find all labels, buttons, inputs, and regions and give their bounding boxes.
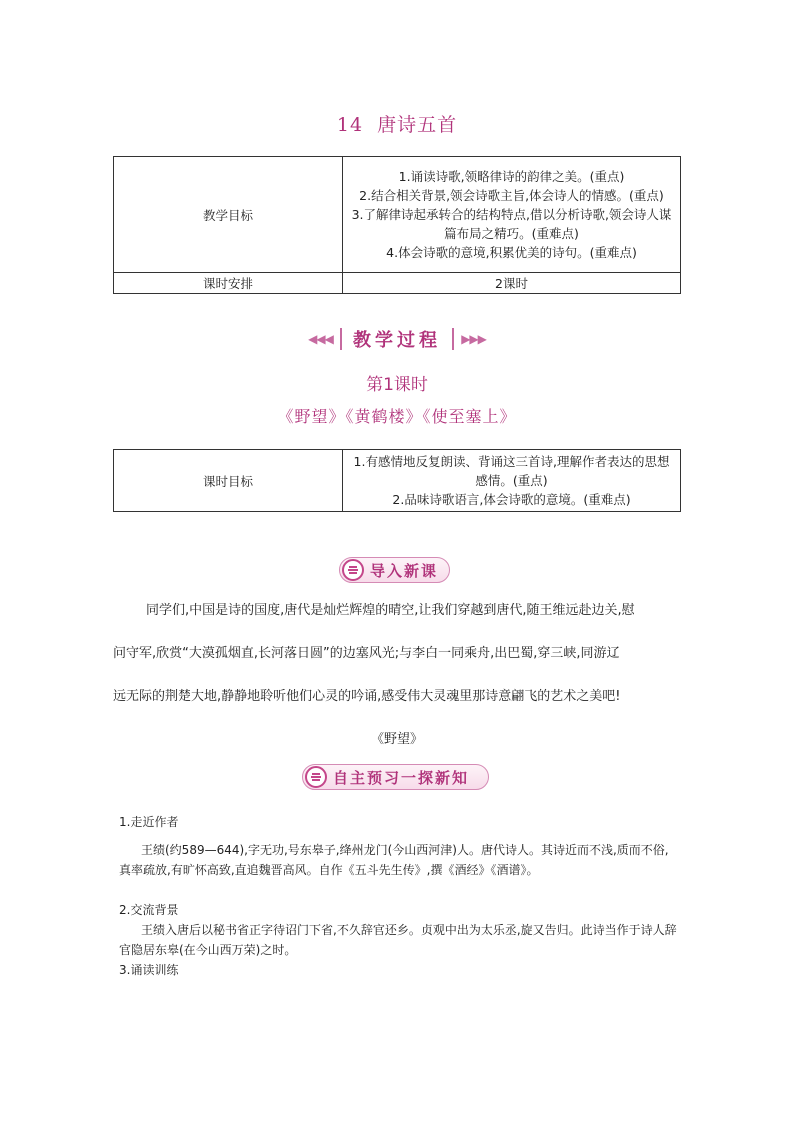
- poem-title: 《野望》: [370, 732, 423, 747]
- background-paragraph: 王绩入唐后以秘书省正字待诏门下省,不久辞官还乡。贞观中出为太乐丞,旋又告归。此诗当作于诗人辞官隐居东皋(在今山西万荣)之时。: [119, 923, 677, 957]
- book-stack-icon: [342, 559, 364, 581]
- goal-item: 2.品味诗歌语言,体会诗歌的意境。(重难点): [392, 492, 631, 507]
- banner-text: 教学过程: [353, 330, 441, 351]
- author-paragraph: 王绩(约589—644),字无功,号东皋子,绛州龙门(今山西河津)人。唐代诗人。其诗近而不浅,质而不俗,真率疏放,有旷怀高致,直追魏晋高风。自作《五斗先生传》,撰《酒经》《酒谱》。: [119, 843, 669, 877]
- teaching-process-banner: [0, 326, 794, 352]
- intro-paragraph-line: 同学们,中国是诗的国度,唐代是灿烂辉煌的晴空,让我们穿越到唐代,随王维远赴边关,慰: [146, 603, 635, 618]
- lesson-title: 唐诗五首: [377, 114, 458, 136]
- goal-item: 3.了解律诗起承转合的结构特点,借以分析诗歌,领会诗人谋篇布局之精巧。(重难点): [351, 207, 672, 241]
- goal-item: 2.结合相关背景,领会诗歌主旨,体会诗人的情感。(重点): [359, 188, 664, 203]
- goal-item: 4.体会诗歌的意境,积累优美的诗句。(重难点): [386, 245, 637, 260]
- schedule-label: 课时安排: [114, 273, 343, 294]
- section-heading: 1.走近作者: [119, 815, 179, 829]
- poem-list: 《野望》《黄鹤楼》《使至塞上》: [277, 407, 517, 426]
- section-heading: 3.诵读训练: [119, 963, 179, 977]
- lesson-goals-content: [343, 450, 681, 512]
- goals-label: 教学目标: [114, 157, 343, 273]
- left-arrows-icon: ◀◀◀: [308, 332, 333, 346]
- lesson-label: 第1课时: [366, 375, 428, 395]
- lesson-number: 14: [336, 114, 364, 136]
- lesson-goals-label: 课时目标: [114, 450, 343, 512]
- intro-section-badge: [339, 557, 450, 583]
- divider: [340, 328, 342, 350]
- book-stack-icon: [305, 766, 327, 788]
- intro-paragraph-line: 问守军,欣赏“大漠孤烟直,长河落日圆”的边塞风光;与李白一同乘舟,出巴蜀,穿三峡,同游辽: [113, 646, 620, 661]
- goals-content: [343, 157, 681, 273]
- teaching-goals-table: [113, 156, 681, 294]
- intro-paragraph-line: 远无际的荆楚大地,静静地聆听他们心灵的吟诵,感受伟大灵魂里那诗意翩飞的艺术之美吧!: [113, 689, 621, 704]
- intro-section-label: 导入新课: [370, 561, 439, 580]
- page-title: [0, 110, 794, 137]
- schedule-value: 2课时: [343, 273, 681, 294]
- preview-section-badge: [302, 764, 489, 790]
- preview-section-label: 自主预习一探新知: [333, 768, 470, 787]
- right-arrows-icon: ▶▶▶: [461, 332, 486, 346]
- section-heading: 2.交流背景: [119, 903, 179, 917]
- goal-item: 1.有感情地反复朗读、背诵这三首诗,理解作者表达的思想感情。(重点): [353, 454, 670, 488]
- lesson-goals-table: [113, 449, 681, 512]
- goal-item: 1.诵读诗歌,领略律诗的韵律之美。(重点): [398, 169, 625, 184]
- divider: [452, 328, 454, 350]
